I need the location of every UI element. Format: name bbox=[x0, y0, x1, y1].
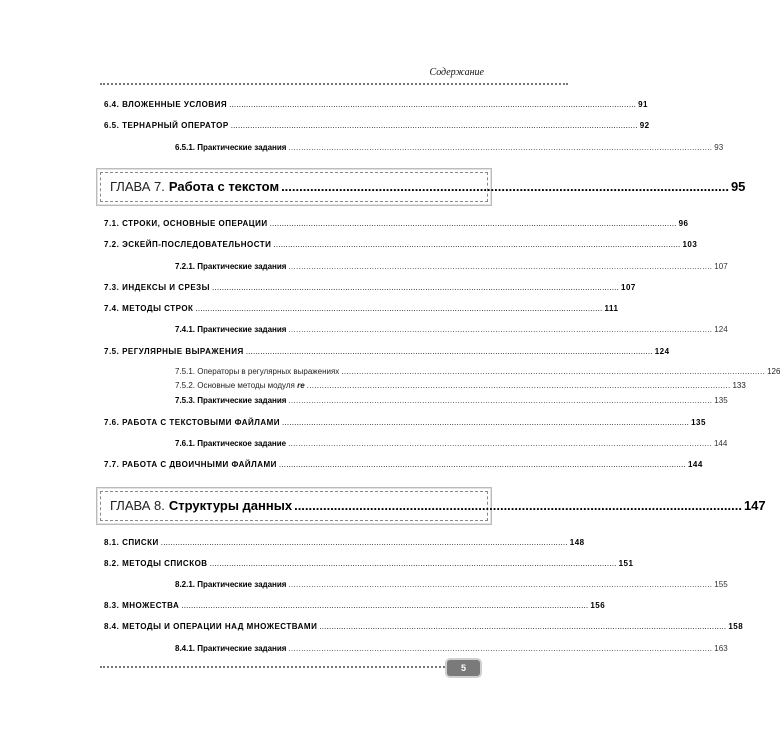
entry-page: 111 bbox=[604, 304, 619, 313]
entry-title: Практические задания bbox=[197, 580, 287, 589]
toc-subentry[interactable] bbox=[175, 439, 728, 448]
entry-page: 133 bbox=[732, 381, 746, 390]
entry-page: 148 bbox=[569, 538, 585, 547]
toc-subentry[interactable] bbox=[175, 325, 728, 334]
entry-title: ТЕРНАРНЫЙ ОПЕРАТОР bbox=[122, 121, 229, 130]
chapter-heading[interactable] bbox=[110, 498, 766, 513]
entry-page: 158 bbox=[728, 622, 744, 631]
entry-number: 6.5.1. bbox=[175, 143, 196, 152]
entry-title: МЕТОДЫ СПИСКОВ bbox=[122, 559, 208, 568]
dot-leader: ........................................................................................................................................................................ bbox=[273, 240, 681, 249]
page-header-title: Содержание bbox=[429, 67, 484, 78]
dot-leader: ........................................................................................................................................................................ bbox=[181, 601, 589, 610]
entry-number: 7.5. bbox=[104, 347, 120, 356]
entry-number: 7.6. bbox=[104, 418, 120, 427]
toc-entry[interactable] bbox=[104, 304, 619, 313]
toc-entry[interactable] bbox=[104, 347, 670, 356]
dot-leader: ........................................................................................................................................................................ bbox=[319, 622, 727, 631]
entry-title: Операторы в регулярных выражениях bbox=[197, 367, 340, 376]
entry-page: 155 bbox=[714, 580, 728, 589]
entry-title: Практические задания bbox=[197, 325, 287, 334]
entry-page: 124 bbox=[654, 347, 670, 356]
dot-leader: ............................................................................................................................ bbox=[281, 179, 729, 194]
entry-page: 124 bbox=[714, 325, 728, 334]
entry-page: 144 bbox=[687, 460, 703, 469]
entry-number: 8.4.1. bbox=[175, 644, 196, 653]
dot-leader: ........................................................................................................................................................................ bbox=[306, 381, 731, 390]
entry-page: 96 bbox=[678, 219, 689, 228]
entry-page: 135 bbox=[691, 418, 706, 427]
toc-entry[interactable] bbox=[104, 100, 648, 109]
entry-number: 7.5.1. bbox=[175, 367, 196, 376]
toc-entry[interactable] bbox=[104, 121, 650, 130]
entry-number: 6.4. bbox=[104, 100, 120, 109]
toc-subentry[interactable] bbox=[175, 143, 724, 152]
entry-number: 7.4.1. bbox=[175, 325, 196, 334]
toc-entry[interactable] bbox=[104, 283, 636, 292]
dot-leader: ........................................................................................................................................................................ bbox=[278, 460, 686, 469]
entry-title: ЭСКЕЙП-ПОСЛЕДОВАТЕЛЬНОСТИ bbox=[122, 240, 272, 249]
entry-page: 103 bbox=[682, 240, 698, 249]
dot-leader: ........................................................................................................................................................................ bbox=[230, 121, 638, 130]
toc-subentry[interactable] bbox=[175, 580, 728, 589]
toc-entry[interactable] bbox=[104, 460, 703, 469]
dot-leader: ........................................................................................................................................................................ bbox=[288, 396, 713, 405]
dot-leader: ........................................................................................................................................................................ bbox=[282, 418, 690, 427]
footer-dotted-rule bbox=[100, 666, 448, 668]
entry-title: Практические задания bbox=[197, 644, 287, 653]
toc-entry[interactable] bbox=[104, 219, 689, 228]
entry-code: re bbox=[297, 381, 305, 390]
dot-leader: ........................................................................................................................................................................ bbox=[269, 219, 677, 228]
entry-number: 8.1. bbox=[104, 538, 120, 547]
chapter-title: Структуры данных bbox=[168, 498, 293, 513]
toc-subentry[interactable] bbox=[175, 396, 728, 405]
entry-title: Основные методы модуля bbox=[197, 381, 295, 390]
dot-leader: ........................................................................................................................................................................ bbox=[209, 559, 617, 568]
entry-title: МЕТОДЫ И ОПЕРАЦИИ НАД МНОЖЕСТВАМИ bbox=[122, 622, 318, 631]
chapter-heading[interactable] bbox=[110, 179, 746, 194]
entry-title: ИНДЕКСЫ И СРЕЗЫ bbox=[122, 283, 211, 292]
dot-leader: ........................................................................................................................................................................ bbox=[288, 143, 713, 152]
entry-title: СПИСКИ bbox=[122, 538, 159, 547]
entry-page: 93 bbox=[714, 143, 724, 152]
dot-leader: ........................................................................................................................................................................ bbox=[212, 283, 620, 292]
toc-entry[interactable] bbox=[104, 622, 744, 631]
toc-subentry[interactable] bbox=[175, 381, 746, 390]
header-dotted-rule bbox=[100, 83, 568, 85]
chapter-label: ГЛАВА 7. bbox=[110, 179, 165, 194]
dot-leader: ........................................................................................................................................................................ bbox=[341, 367, 766, 376]
dot-leader: ........................................................................................................................................................................ bbox=[288, 439, 712, 448]
entry-number: 8.3. bbox=[104, 601, 120, 610]
entry-page: 92 bbox=[639, 121, 650, 130]
entry-number: 7.2.1. bbox=[175, 262, 196, 271]
entry-number: 7.5.2. bbox=[175, 381, 196, 390]
entry-number: 7.2. bbox=[104, 240, 120, 249]
entry-page: 135 bbox=[714, 396, 728, 405]
entry-number: 8.2.1. bbox=[175, 580, 196, 589]
entry-number: 7.3. bbox=[104, 283, 120, 292]
entry-title: МЕТОДЫ СТРОК bbox=[122, 304, 194, 313]
toc-subentry[interactable] bbox=[175, 367, 780, 376]
entry-page: 144 bbox=[713, 439, 728, 448]
dot-leader: ........................................................................................................................................................................ bbox=[288, 325, 713, 334]
entry-number: 7.4. bbox=[104, 304, 120, 313]
entry-page: 163 bbox=[714, 644, 728, 653]
entry-title: Практические задания bbox=[197, 262, 287, 271]
toc-entry[interactable] bbox=[104, 240, 698, 249]
entry-page: 151 bbox=[618, 559, 634, 568]
toc-entry[interactable] bbox=[104, 418, 706, 427]
entry-number: 7.1. bbox=[104, 219, 120, 228]
entry-page: 91 bbox=[638, 100, 648, 109]
entry-title: РЕГУЛЯРНЫЕ ВЫРАЖЕНИЯ bbox=[122, 347, 244, 356]
dot-leader: ........................................................................................................................................................................ bbox=[195, 304, 603, 313]
dot-leader: ........................................................................................................................................................................ bbox=[229, 100, 637, 109]
chapter-label: ГЛАВА 8. bbox=[110, 498, 165, 513]
chapter-page: 147 bbox=[743, 498, 766, 513]
entry-title: СТРОКИ, ОСНОВНЫЕ ОПЕРАЦИИ bbox=[122, 219, 268, 228]
entry-number: 7.5.3. bbox=[175, 396, 196, 405]
dot-leader: ........................................................................................................................................................................ bbox=[160, 538, 568, 547]
entry-page: 156 bbox=[590, 601, 606, 610]
dot-leader: ........................................................................................................................................................................ bbox=[288, 580, 713, 589]
entry-title: Практическое задание bbox=[197, 439, 287, 448]
entry-page: 107 bbox=[621, 283, 636, 292]
entry-title: ВЛОЖЕННЫЕ УСЛОВИЯ bbox=[122, 100, 228, 109]
toc-subentry[interactable] bbox=[175, 262, 728, 271]
dot-leader: ........................................................................................................................................................................ bbox=[288, 644, 713, 653]
entry-page: 126 bbox=[767, 367, 780, 376]
dot-leader: ........................................................................................................................................................................ bbox=[245, 347, 653, 356]
entry-title: МНОЖЕСТВА bbox=[122, 601, 180, 610]
entry-title: Практические задания bbox=[197, 143, 287, 152]
entry-number: 7.7. bbox=[104, 460, 120, 469]
entry-title: РАБОТА С ДВОИЧНЫМИ ФАЙЛАМИ bbox=[122, 460, 277, 469]
dot-leader: ............................................................................................................................ bbox=[294, 498, 742, 513]
entry-number: 8.2. bbox=[104, 559, 120, 568]
entry-title: Практические задания bbox=[197, 396, 287, 405]
toc-subentry[interactable] bbox=[175, 644, 728, 653]
entry-number: 8.4. bbox=[104, 622, 120, 631]
chapter-page: 95 bbox=[730, 179, 746, 194]
toc-entry[interactable] bbox=[104, 538, 585, 547]
entry-number: 6.5. bbox=[104, 121, 120, 130]
dot-leader: ........................................................................................................................................................................ bbox=[288, 262, 713, 271]
chapter-title: Работа с текстом bbox=[168, 179, 280, 194]
toc-entry[interactable] bbox=[104, 601, 606, 610]
page-number-badge: 5 bbox=[447, 660, 480, 676]
toc-entry[interactable] bbox=[104, 559, 634, 568]
entry-title: РАБОТА С ТЕКСТОВЫМИ ФАЙЛАМИ bbox=[122, 418, 281, 427]
entry-page: 107 bbox=[714, 262, 728, 271]
entry-number: 7.6.1. bbox=[175, 439, 196, 448]
